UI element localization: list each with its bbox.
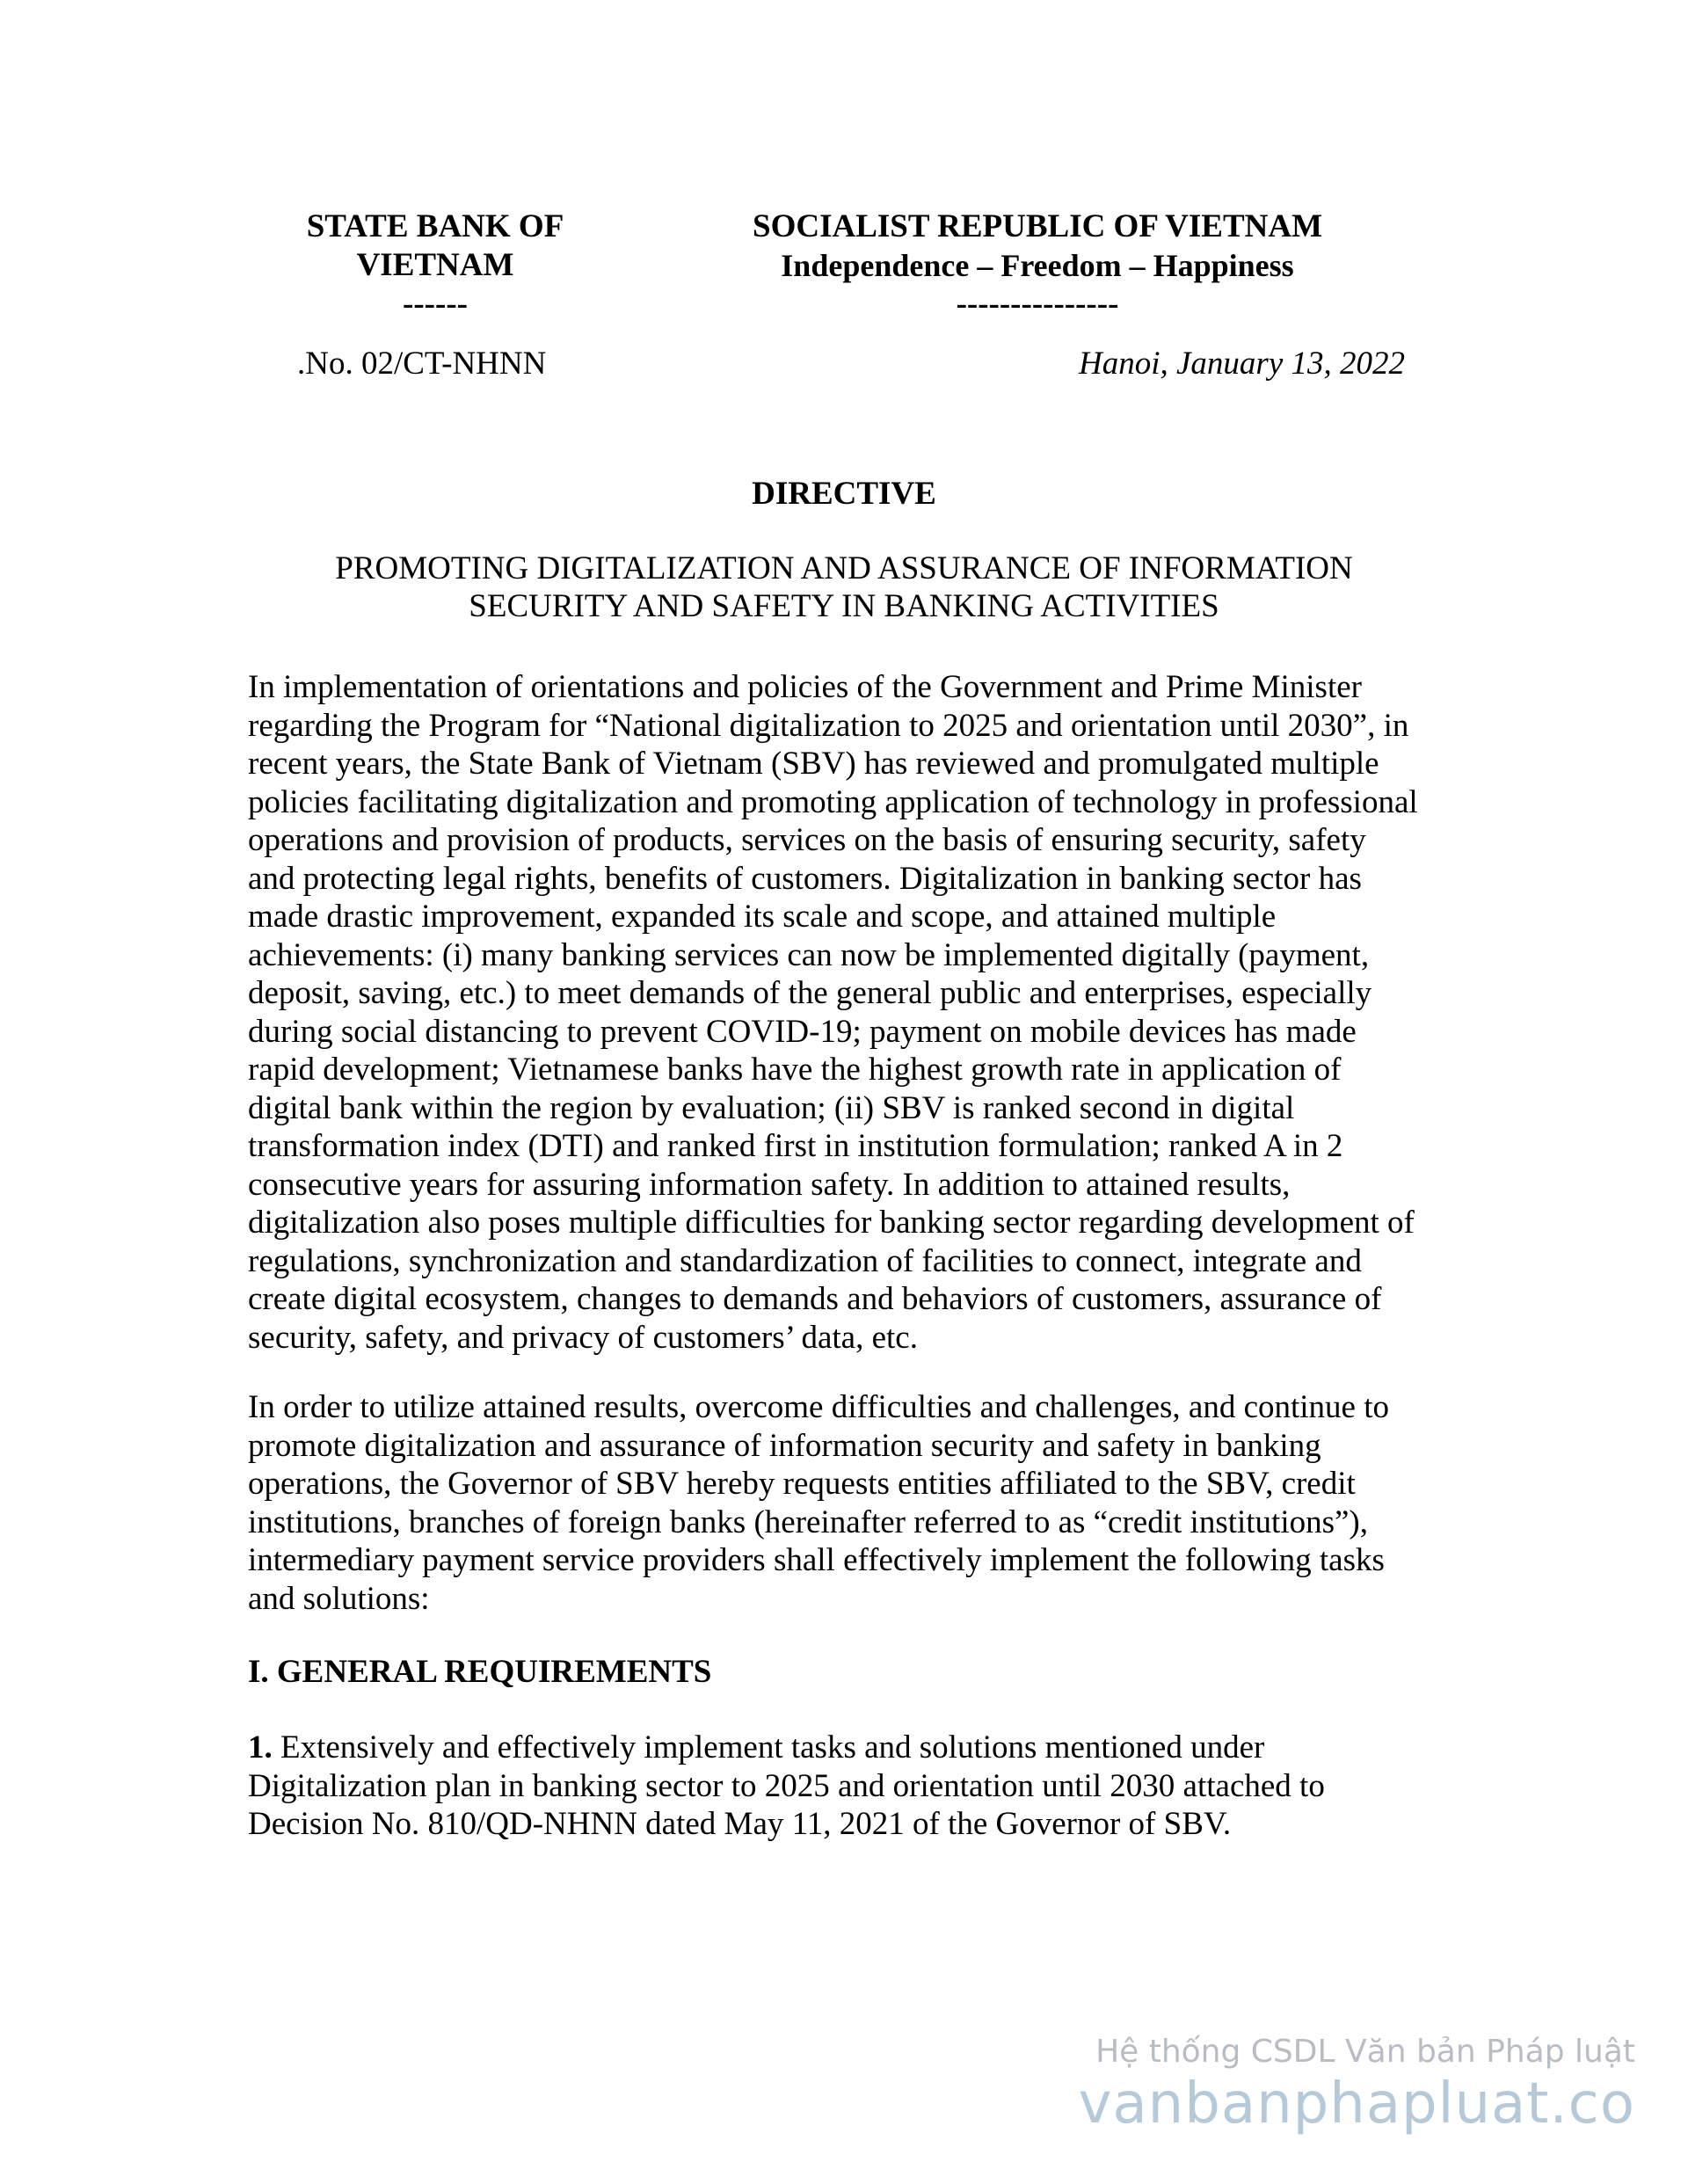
watermark-site: vanbanphapluat.co — [1078, 2071, 1635, 2137]
text-line: and solutions: — [248, 1580, 430, 1617]
text-line: institutions, branches of foreign banks (hereinafter referred to as “credit institutions”), — [248, 1503, 1369, 1540]
item-text: Extensively and effectively implement tasks and solutions mentioned under — [272, 1729, 1265, 1765]
place-and-date: Hanoi, January 13, 2022 — [1079, 346, 1405, 382]
text-line: policies facilitating digitalization and promoting application of technology in professional — [248, 783, 1418, 820]
country-name: SOCIALIST REPUBLIC OF VIETNAM — [753, 208, 1322, 244]
text-line: and protecting legal rights, benefits of customers. Digitalization in banking sector has — [248, 860, 1362, 897]
text-line — [248, 1729, 1461, 1767]
paragraph-request — [248, 1388, 1461, 1618]
text-line: transformation index (DTI) and ranked first in institution formulation; ranked A in 2 — [248, 1128, 1343, 1164]
issuing-agency — [246, 207, 624, 324]
text-line: deposit, saving, etc.) to meet demands of the general public and enterprises, especially — [248, 975, 1372, 1011]
text-line: achievements: (i) many banking services can now be implemented digitally (payment, — [248, 936, 1370, 973]
national-motto: Independence – Freedom – Happiness — [781, 248, 1294, 283]
text-line: operations, the Governor of SBV hereby requests entities affiliated to the SBV, credit — [248, 1466, 1356, 1502]
watermark-subtitle: Hệ thống CSDL Văn bản Pháp luật — [1095, 2034, 1635, 2070]
national-header — [695, 207, 1380, 324]
requirement-item-1 — [248, 1729, 1461, 1844]
section-heading: I. GENERAL REQUIREMENTS — [248, 1654, 712, 1690]
document-subject — [290, 550, 1398, 625]
motto-divider: --------------- — [956, 286, 1119, 322]
text-line: consecutive years for assuring information safety. In addition to attained results, — [248, 1166, 1291, 1203]
subject-line: PROMOTING DIGITALIZATION AND ASSURANCE OF INFORMATION — [335, 550, 1353, 586]
text-line: security, safety, and privacy of customers’ data, etc. — [248, 1319, 918, 1356]
document-type: DIRECTIVE — [752, 476, 936, 512]
agency-divider: ------ — [403, 286, 468, 322]
paragraph-intro — [248, 668, 1461, 1357]
text-line: digital bank within the region by evaluation; (ii) SBV is ranked second in digital — [248, 1089, 1295, 1126]
watermark — [1079, 2033, 1635, 2137]
text-line: during social distancing to prevent COVID-19; payment on mobile devices has made — [248, 1013, 1357, 1050]
text-line: create digital ecosystem, changes to demands and behaviors of customers, assurance of — [248, 1281, 1382, 1317]
text-line: In order to utilize attained results, overcome difficulties and challenges, and continue to — [248, 1389, 1389, 1425]
text-line: regarding the Program for “National digitalization to 2025 and orientation until 2030”, in — [248, 707, 1409, 744]
document-number: .No. 02/CT-NHNN — [297, 346, 547, 382]
text-line: Decision No. 810/QD-NHNN dated May 11, 2021 of the Governor of SBV. — [248, 1806, 1232, 1842]
text-line: regulations, synchronization and standardization of facilities to connect, integrate and — [248, 1242, 1362, 1279]
text-line: operations and provision of products, services on the basis of ensuring security, safety — [248, 822, 1366, 858]
text-line: promote digitalization and assurance of information security and safety in banking — [248, 1427, 1321, 1464]
agency-name-line1: STATE BANK OF — [306, 208, 564, 244]
text-line: made drastic improvement, expanded its scale and scope, and attained multiple — [248, 899, 1277, 935]
text-line: intermediary payment service providers shall effectively implement the following tasks — [248, 1542, 1385, 1578]
subject-line: SECURITY AND SAFETY IN BANKING ACTIVITIES — [469, 588, 1219, 624]
text-line: Digitalization plan in banking sector to 2025 and orientation until 2030 attached to — [248, 1767, 1325, 1804]
text-line: digitalization also poses multiple difficulties for banking sector regarding development of — [248, 1205, 1415, 1241]
agency-name-line2: VIETNAM — [356, 247, 514, 283]
text-line: In implementation of orientations and policies of the Government and Prime Minister — [248, 669, 1362, 705]
text-line: recent years, the State Bank of Vietnam (SBV) has reviewed and promulgated multiple — [248, 746, 1379, 782]
text-line: rapid development; Vietnamese banks have the highest growth rate in application of — [248, 1052, 1342, 1088]
item-number: 1. — [248, 1729, 273, 1765]
